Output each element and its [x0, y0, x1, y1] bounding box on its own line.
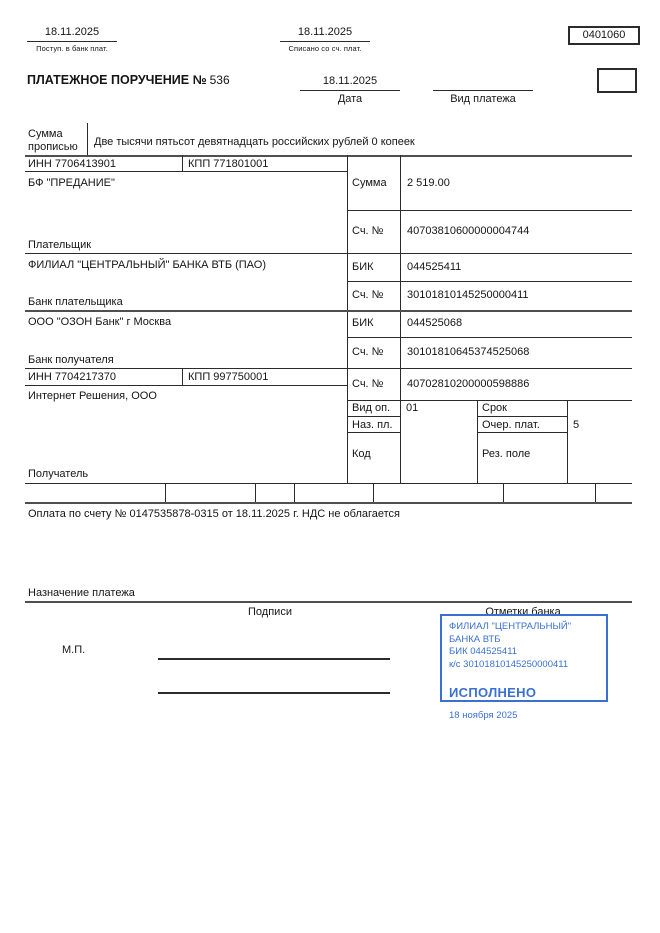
date-received-value: 18.11.2025 [44, 26, 100, 38]
stamp-bik: БИК 044525411 [449, 646, 518, 658]
amount-words-divider [87, 123, 88, 155]
payee-account-border [347, 400, 632, 401]
payer-bank-corr: 30101810145250000411 [407, 289, 529, 301]
table-main-divider [347, 155, 348, 483]
date-debited-underline [280, 41, 370, 42]
payee-bank-bik: 044525068 [407, 317, 463, 329]
doc-number: 536 [209, 73, 230, 87]
payment-type-box [597, 68, 637, 93]
signature-line-1 [158, 658, 390, 660]
table-top-border [25, 155, 632, 157]
op-type-label: Вид оп. [352, 402, 391, 414]
payer-bank-corr-label: Сч. № [352, 289, 384, 301]
op-type-border [347, 416, 400, 417]
stamp-date: 18 ноября 2025 [449, 710, 518, 722]
priority-border [477, 432, 567, 433]
payee-inn: ИНН 7704217370 [28, 371, 117, 383]
op-grid-divider-1 [477, 400, 478, 483]
doc-date-underline [300, 90, 400, 91]
payee-bank-bottom-border [25, 368, 632, 369]
doc-title: ПЛАТЕЖНОЕ ПОРУЧЕНИЕ № [27, 73, 207, 87]
amount-cell-border [347, 210, 632, 211]
doc-date-label: Дата [337, 93, 363, 105]
amount-words-value: Две тысячи пятьсот девятнадцать российских рублей 0 копеек [94, 136, 415, 148]
payee-bottom-border [25, 483, 632, 484]
priority-value: 5 [573, 419, 580, 431]
purpose-bottom-border [25, 601, 632, 603]
doc-date: 18.11.2025 [322, 75, 378, 87]
op-type-value: 01 [406, 402, 419, 414]
reserve-label: Рез. поле [482, 448, 531, 460]
date-received-label: Поступ. в банк плат. [36, 44, 108, 53]
payer-name: БФ "ПРЕДАНИЕ" [28, 177, 115, 189]
payee-account-label: Сч. № [352, 378, 384, 390]
purpose-kind-label: Наз. пл. [352, 419, 393, 431]
form-code-box [568, 26, 640, 45]
payee-inn-kpp-divider [182, 368, 183, 385]
payer-bank-name: ФИЛИАЛ "ЦЕНТРАЛЬНЫЙ" БАНКА ВТБ (ПАО) [28, 259, 266, 271]
payee-bank-bik-border [347, 337, 632, 338]
stamp-status: ИСПОЛНЕНО [449, 685, 537, 701]
purpose-text: Оплата по счету № 0147535878-0315 от 18.11.2025 г. НДС не облагается [28, 508, 400, 520]
payment-type-line [433, 90, 533, 91]
detail-cell-divider-5 [503, 483, 504, 502]
payer-bank-bik-border [347, 281, 632, 282]
stamp-place-label: М.П. [62, 644, 86, 656]
purpose-label: Назначение платежа [28, 587, 135, 599]
signatures-label: Подписи [248, 606, 292, 618]
amount-label: Сумма [352, 177, 387, 189]
payer-kpp: КПП 771801001 [188, 158, 269, 170]
detail-cell-divider-2 [255, 483, 256, 502]
payer-inn-kpp-divider [182, 155, 183, 171]
date-debited [280, 26, 370, 39]
payee-kpp: КПП 997750001 [188, 371, 269, 383]
doc-title-row [27, 73, 230, 88]
amount-value: 2 519.00 [407, 177, 450, 189]
priority-label: Очер. плат. [482, 419, 540, 431]
code-label: Код [352, 448, 371, 460]
signature-line-2 [158, 692, 390, 694]
table-label-divider [400, 155, 401, 483]
payer-bank-bik: 044525411 [407, 261, 462, 273]
payment-type-label: Вид платежа [450, 93, 516, 105]
date-debited-value: 18.11.2025 [297, 26, 353, 38]
date-received [27, 26, 117, 39]
payer-bottom-border [25, 253, 632, 254]
payee-bank-label: Банк получателя [28, 354, 114, 366]
bank-marks-label: Отметки банка [485, 606, 561, 618]
term-border [477, 416, 567, 417]
payer-bank-bottom-border [25, 310, 632, 312]
detail-cell-divider-4 [373, 483, 374, 502]
detail-cell-divider-6 [595, 483, 596, 502]
detail-cell-divider-1 [165, 483, 166, 502]
detail-row-bottom-border [25, 502, 632, 504]
payee-account: 40702810200000598886 [407, 378, 530, 390]
term-label: Срок [482, 402, 507, 414]
payee-bank-bik-label: БИК [352, 317, 374, 329]
purpose-kind-border [347, 432, 400, 433]
bank-stamp [440, 614, 608, 722]
payee-bank-name: ООО "ОЗОН Банк" г Москва [28, 316, 172, 328]
payer-label: Плательщик [28, 239, 92, 251]
payer-inn-row-border [25, 171, 347, 172]
payee-bank-corr-label: Сч. № [352, 346, 384, 358]
payer-bank-label: Банк плательщика [28, 296, 123, 308]
payee-label: Получатель [28, 468, 89, 480]
payee-inn-row-border [25, 385, 347, 386]
payer-account-label: Сч. № [352, 225, 384, 237]
detail-cell-divider-3 [294, 483, 295, 502]
stamp-corr: к/с 30101810145250000411 [449, 658, 569, 670]
payer-bank-bik-label: БИК [352, 261, 374, 273]
date-received-underline [27, 41, 117, 42]
payer-inn: ИНН 7706413901 [28, 158, 117, 170]
amount-words-label-1: Сумма [28, 128, 63, 140]
payee-name: Интернет Решения, ООО [28, 390, 157, 402]
amount-words-label-2: прописью [28, 141, 78, 153]
op-grid-divider-2 [567, 400, 568, 483]
date-debited-label: Списано со сч. плат. [288, 44, 362, 53]
stamp-bank-name: ФИЛИАЛ "ЦЕНТРАЛЬНЫЙ" БАНКА ВТБ [449, 621, 572, 645]
form-code: 0401060 [582, 29, 626, 41]
payer-account: 40703810600000004744 [407, 225, 530, 237]
payee-bank-corr: 30101810645374525068 [407, 346, 530, 358]
